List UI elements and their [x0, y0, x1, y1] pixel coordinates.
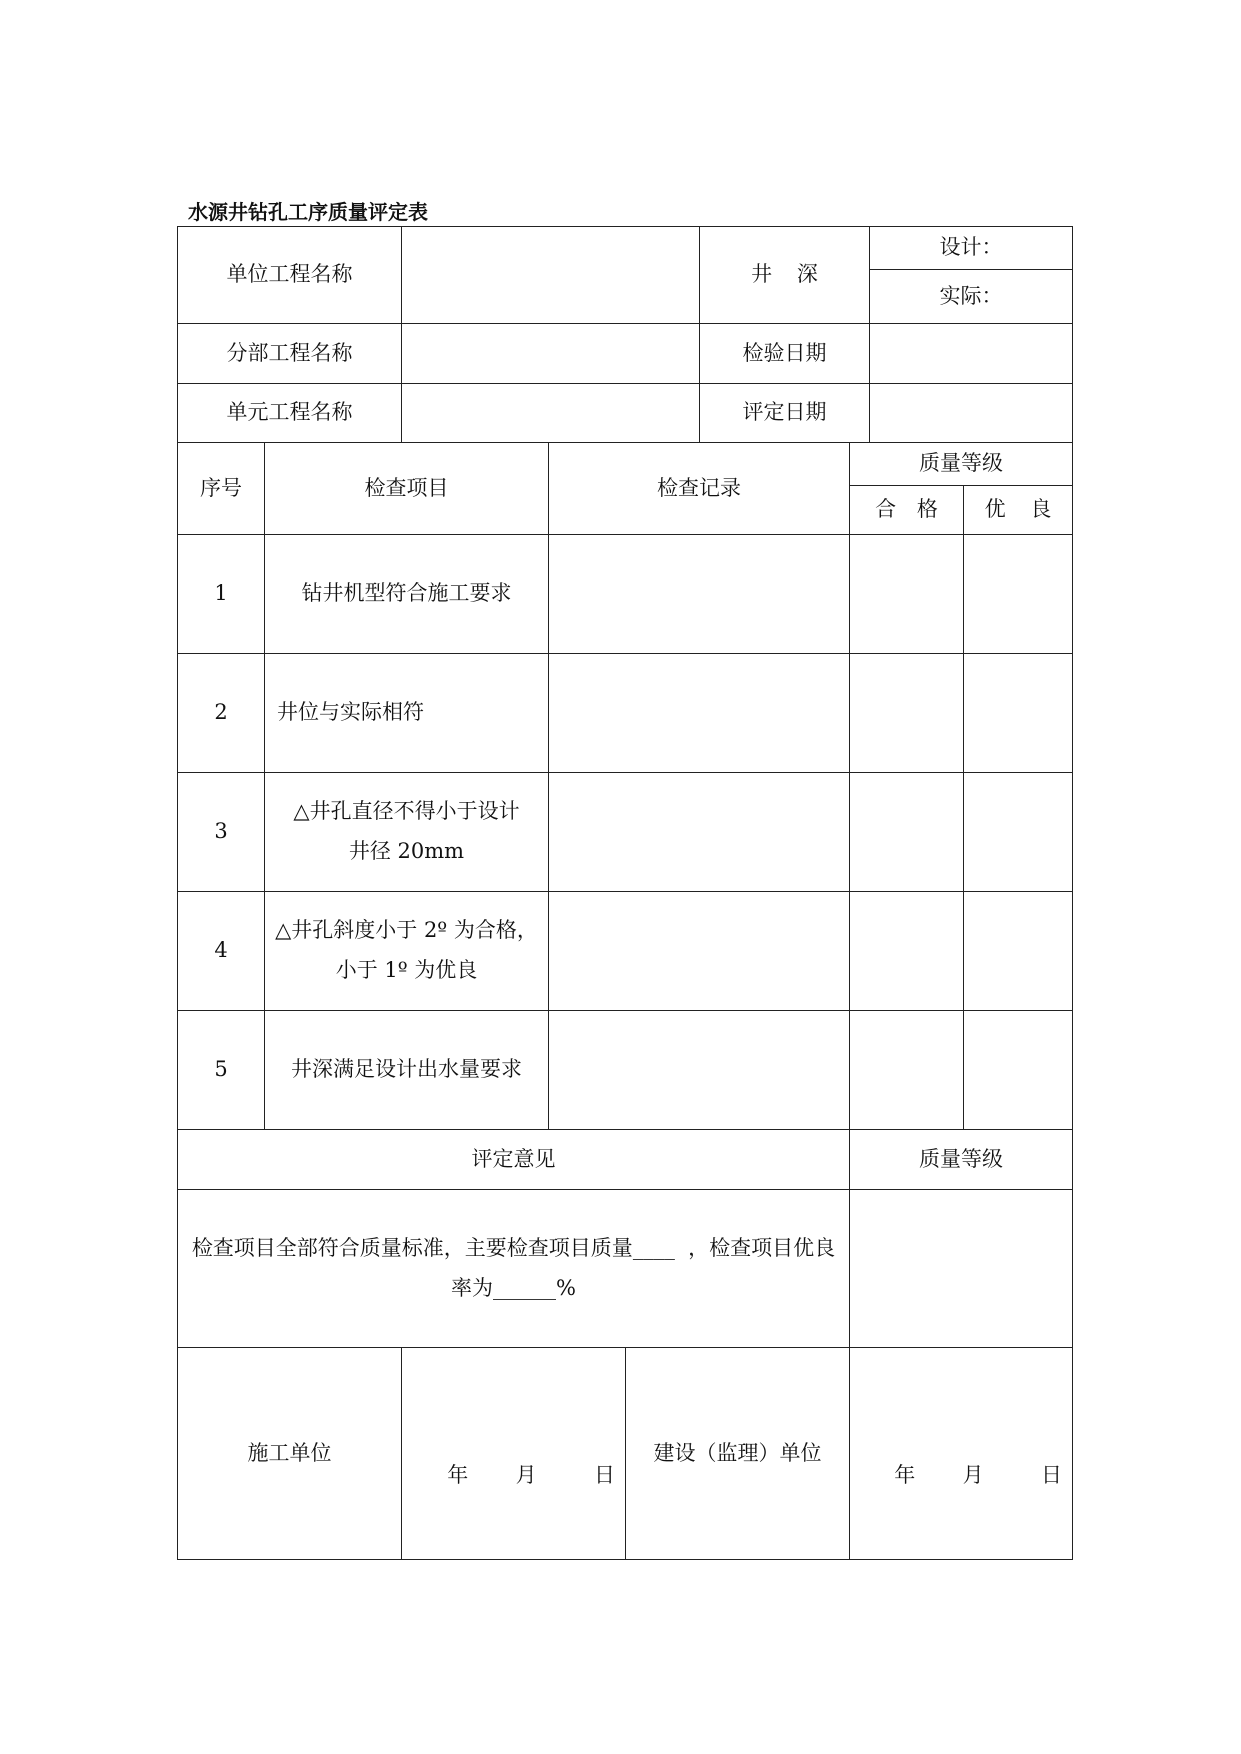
row-excellent[interactable] [964, 892, 1073, 1011]
opinion-text[interactable] [178, 1190, 850, 1348]
row-qualified[interactable] [850, 1011, 964, 1130]
row-number: 5 [178, 1011, 265, 1130]
record-header: 检查记录 [549, 443, 850, 535]
row-qualified[interactable] [850, 892, 964, 1011]
row-number: 4 [178, 892, 265, 1011]
construction-date[interactable] [402, 1348, 626, 1560]
row-item-text: 井深满足设计出水量要求 [265, 1011, 549, 1130]
row-number: 3 [178, 773, 265, 892]
element-project-label: 单元工程名称 [178, 384, 402, 443]
sub-project-label: 分部工程名称 [178, 324, 402, 384]
row-excellent[interactable] [964, 773, 1073, 892]
grade-value[interactable] [850, 1190, 1073, 1348]
year-label: 年 [894, 1462, 916, 1487]
row-item-text: 钻井机型符合施工要求 [265, 535, 549, 654]
row-record[interactable] [549, 892, 850, 1011]
opinion-text-part-1: 检查项目全部符合质量标准，主要检查项目质量 [191, 1235, 633, 1260]
month-label: 月 [515, 1462, 537, 1487]
table-row [178, 1011, 1073, 1130]
table-row [178, 654, 1073, 773]
row-record[interactable] [549, 654, 850, 773]
well-depth-label: 井 深 [700, 227, 870, 324]
row-qualified[interactable] [850, 535, 964, 654]
opinion-label: 评定意见 [178, 1130, 850, 1190]
row-record[interactable] [549, 535, 850, 654]
row-qualified[interactable] [850, 654, 964, 773]
blank-main-items[interactable]: ____ [632, 1235, 675, 1260]
quality-grade-header: 质量等级 [850, 443, 1073, 486]
table-row [178, 535, 1073, 654]
assessment-date-label: 评定日期 [700, 384, 870, 443]
row-excellent[interactable] [964, 654, 1073, 773]
construction-unit-label: 施工单位 [178, 1348, 402, 1560]
items-table [177, 442, 1073, 1130]
row-excellent[interactable] [964, 1011, 1073, 1130]
row-record[interactable] [549, 1011, 850, 1130]
item-header: 检查项目 [265, 443, 549, 535]
month-label: 月 [962, 1462, 984, 1487]
opinion-text-part-2: ，检查项目优良率为 [451, 1235, 836, 1300]
row-item-text: △井孔直径不得小于设计井径 20mm [265, 773, 549, 892]
row-item-text: 井位与实际相符 [265, 654, 549, 773]
unit-project-value[interactable] [402, 227, 700, 324]
actual-depth-label[interactable]: 实际： [870, 270, 1073, 324]
owner-date[interactable] [850, 1348, 1073, 1560]
design-depth-label[interactable]: 设计： [870, 227, 1073, 270]
blank-excellence-rate[interactable]: ______ [493, 1275, 557, 1300]
assessment-table [177, 1129, 1073, 1348]
row-number: 2 [178, 654, 265, 773]
row-item-text: △井孔斜度小于 2º 为合格，小于 1º 为优良 [265, 892, 549, 1011]
inspection-date-value[interactable] [870, 324, 1073, 384]
header-table [177, 226, 1073, 443]
unit-project-label: 单位工程名称 [178, 227, 402, 324]
row-excellent[interactable] [964, 535, 1073, 654]
element-project-value[interactable] [402, 384, 700, 443]
row-number: 1 [178, 535, 265, 654]
table-row [178, 892, 1073, 1011]
day-label: 日 [594, 1462, 615, 1487]
sub-project-value[interactable] [402, 324, 700, 384]
grade-label: 质量等级 [850, 1130, 1073, 1190]
percent-sign: % [556, 1275, 576, 1300]
year-label: 年 [447, 1462, 469, 1487]
row-record[interactable] [549, 773, 850, 892]
assessment-date-value[interactable] [870, 384, 1073, 443]
signature-table [177, 1347, 1073, 1560]
serial-header: 序号 [178, 443, 265, 535]
excellent-header: 优 良 [964, 486, 1073, 535]
qualified-header: 合 格 [850, 486, 964, 535]
form-title: 水源井钻孔工序质量评定表 [188, 200, 428, 224]
day-label: 日 [1041, 1462, 1062, 1487]
inspection-date-label: 检验日期 [700, 324, 870, 384]
owner-unit-label: 建设（监理）单位 [626, 1348, 850, 1560]
row-qualified[interactable] [850, 773, 964, 892]
table-row [178, 773, 1073, 892]
